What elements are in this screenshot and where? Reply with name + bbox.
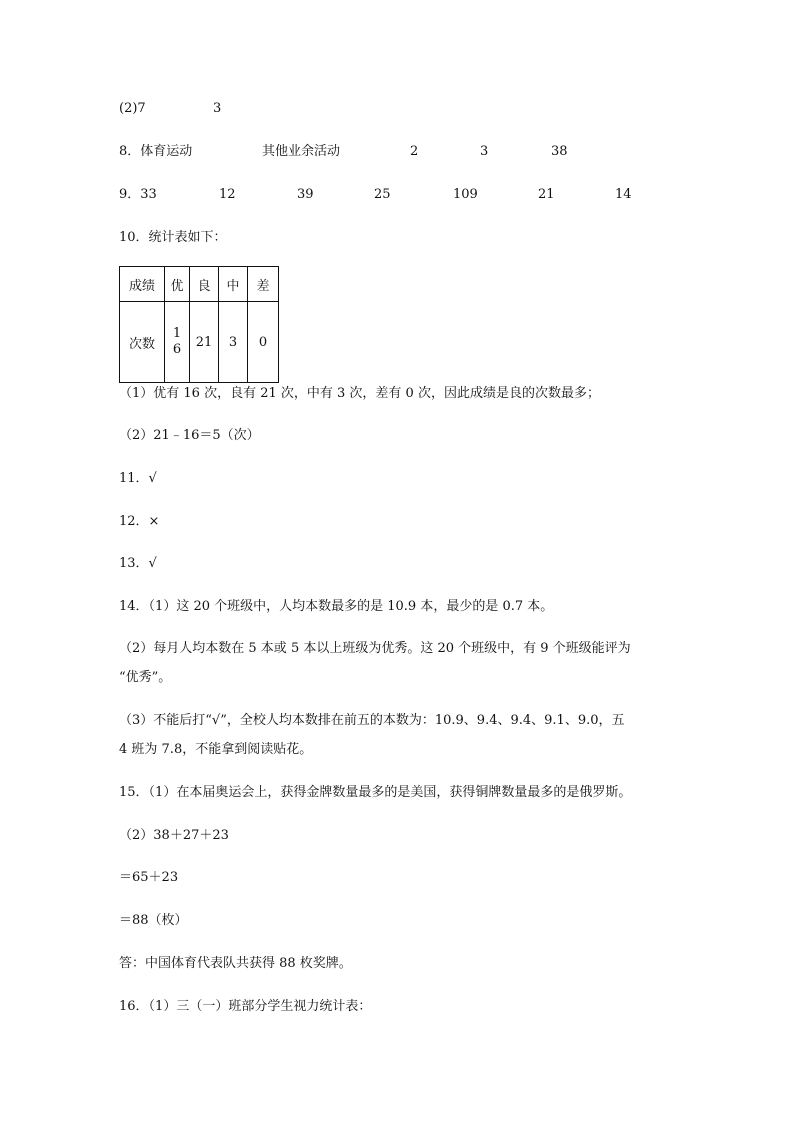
q9-answer-6: 21 bbox=[538, 187, 555, 202]
table-header-cell: 优 bbox=[165, 267, 190, 302]
q8-answer-3: 2 bbox=[410, 144, 419, 159]
table-header-cell: 中 bbox=[219, 267, 248, 302]
q7-part2-label: (2)7 bbox=[119, 101, 146, 116]
table-cell-medium: 3 bbox=[219, 302, 248, 383]
q8-answer-5: 38 bbox=[551, 144, 568, 159]
q14-part2-line2: “优秀”。 bbox=[119, 670, 172, 685]
q15-part2-line1: （2）38＋27＋23 bbox=[119, 828, 229, 843]
q10-part1: （1）优有 16 次，良有 21 次，中有 3 次，差有 0 次，因此成绩是良的次数最多； bbox=[119, 386, 600, 401]
table-cell-excellent bbox=[165, 302, 190, 383]
q7-part2-answer: 3 bbox=[213, 101, 222, 116]
q9-answer-3: 39 bbox=[297, 187, 314, 202]
table-cell-poor: 0 bbox=[248, 302, 279, 383]
q16-part1: 16．（1）三（一）班部分学生视力统计表： bbox=[119, 999, 372, 1014]
table-header-cell: 差 bbox=[248, 267, 279, 302]
table-row bbox=[120, 302, 279, 383]
table-cell-good: 21 bbox=[190, 302, 219, 383]
q14-part2-line1: （2）每月人均本数在 5 本或 5 本以上班级为优秀。这 20 个班级中，有 9 个班级能评为 bbox=[119, 641, 631, 656]
q9-answer-2: 12 bbox=[219, 187, 236, 202]
table-header-row bbox=[120, 267, 279, 302]
q9-label: 9．33 bbox=[119, 187, 157, 202]
q10-part2: （2）21﹣16＝5（次） bbox=[119, 428, 260, 443]
score-stats-table bbox=[119, 266, 279, 383]
table-header-cell: 良 bbox=[190, 267, 219, 302]
excellent-count-bottom: 6 bbox=[172, 342, 182, 357]
q8-answer-4: 3 bbox=[480, 144, 489, 159]
excellent-count-top: 1 bbox=[172, 326, 182, 341]
table-row-label: 次数 bbox=[120, 302, 165, 383]
q15-part2-line2: ＝65＋23 bbox=[119, 870, 179, 885]
q15-answer: 答：中国体育代表队共获得 88 枚奖牌。 bbox=[119, 956, 352, 971]
q14-part3-line2: 4 班为 7.8，不能拿到阅读贴花。 bbox=[119, 742, 313, 757]
q11-answer: 11．√ bbox=[119, 471, 157, 486]
q10-title: 10．统计表如下： bbox=[119, 230, 227, 245]
q15-part1: 15．（1）在本届奥运会上，获得金牌数量最多的是美国，获得铜牌数量最多的是俄罗斯。 bbox=[119, 785, 632, 800]
q9-answer-7: 14 bbox=[615, 187, 632, 202]
q14-part3-line1: （3）不能后打“√”，全校人均本数排在前五的本数为：10.9、9.4、9.4、9.1、9.0，五 bbox=[119, 713, 625, 728]
q12-answer: 12．× bbox=[119, 514, 160, 529]
q9-answer-4: 25 bbox=[374, 187, 391, 202]
q8-label: 8．体育运动 bbox=[119, 144, 193, 159]
table-header-cell: 成绩 bbox=[120, 267, 165, 302]
q8-answer-2: 其他业余活动 bbox=[262, 144, 341, 159]
excellent-count-stacked bbox=[173, 326, 181, 358]
q14-part1: 14．（1）这 20 个班级中，人均本数最多的是 10.9 本，最少的是 0.7 本。 bbox=[119, 599, 554, 614]
q15-part2-line3: ＝88（枚） bbox=[119, 913, 188, 928]
q9-answer-5: 109 bbox=[453, 187, 478, 202]
q13-answer: 13．√ bbox=[119, 556, 157, 571]
